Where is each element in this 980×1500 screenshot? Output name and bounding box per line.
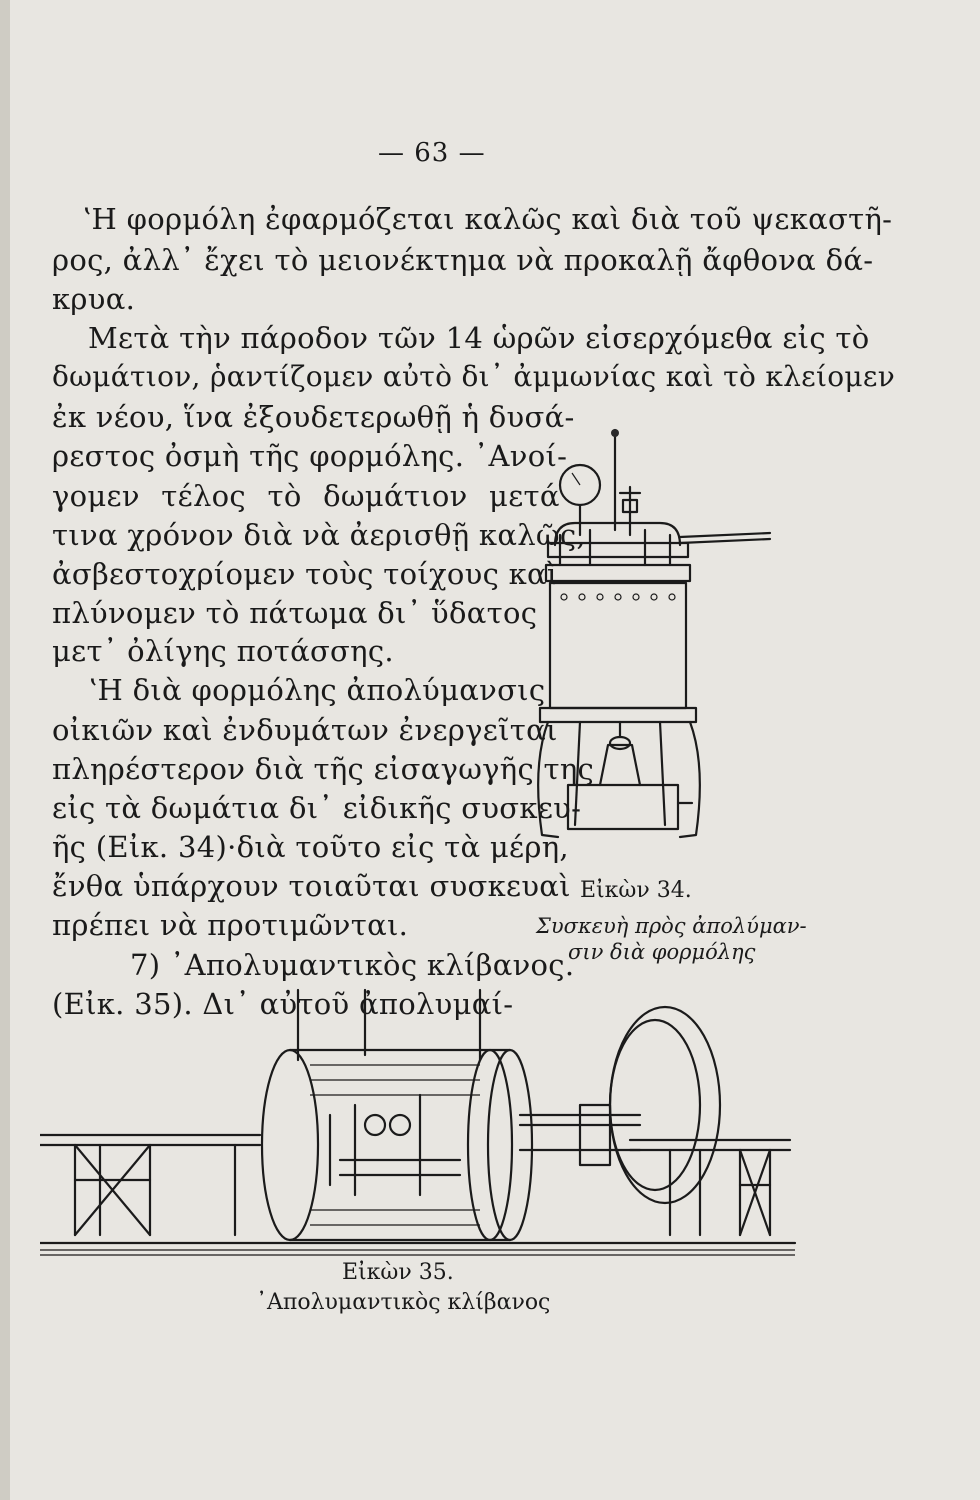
- text-line-13: ʽΗ διὰ φορμόλης ἀπολύμανσις: [88, 673, 546, 707]
- text-line-18: ἔνθα ὑπάρχουν τοιαῦται συσκευαὶ: [52, 869, 571, 903]
- figure-35-label: Εἰκὼν 35.: [342, 1260, 454, 1285]
- figure-34-caption-line-2: σιν διὰ φορμόλης: [568, 940, 756, 964]
- text-line-1: ʽΗ φορμόλη ἐφαρμόζεται καλῶς καὶ διὰ τοῦ ψεκαστῆ-: [82, 202, 893, 236]
- figure-34-label: Εἰκὼν 34.: [580, 878, 692, 903]
- text-line-3: κρυα.: [52, 282, 136, 316]
- text-line-19: πρέπει νὰ προτιμῶνται.: [52, 908, 409, 942]
- text-line-15: πληρέστερον διὰ τῆς εἰσαγωγῆς της: [52, 752, 595, 786]
- text-line-17: ῆς (Εἰκ. 34)·διὰ τοῦτο εἰς τὰ μέρη,: [52, 830, 569, 864]
- page-number: — 63 —: [378, 138, 486, 168]
- text-line-16: εἰς τὰ δωμάτια δι᾽ εἰδικῆς συσκευ-: [52, 791, 582, 825]
- text-line-9: τινα χρόνον διὰ νὰ ἀερισθῇ καλῶς,: [52, 518, 586, 552]
- text-line-6: ἐκ νέου, ἵνα ἐξουδετερωθῇ ἡ δυσά-: [52, 400, 575, 434]
- text-line-20: 7) ᾽Απολυμαντικὸς κλίβανος.: [130, 948, 575, 982]
- text-line-11: πλύνομεν τὸ πάτωμα δι᾽ ὕδατος: [52, 596, 538, 630]
- text-line-5: δωμάτιον, ῥαντίζομεν αὐτὸ δι᾽ ἀμμωνίας καὶ τὸ κλείομεν: [52, 360, 896, 393]
- figure-34-caption-line-1: Συσκευὴ πρὸς ἀπολύμαν-: [536, 914, 807, 938]
- text-line-21: (Εἰκ. 35). Δι᾽ αὐτοῦ ἀπολυμαί-: [52, 987, 514, 1021]
- text-line-7: ρεστος ὀσμὴ τῆς φορμόλης. ᾽Ανοί-: [52, 439, 568, 473]
- text-line-8: γομεν τέλος τὸ δωμάτιον μετά: [52, 479, 560, 513]
- figure-35-caption: ᾽Απολυμαντικὸς κλίβανος: [256, 1290, 551, 1315]
- text-line-12: μετ᾽ ὀλίγης ποτάσσης.: [52, 634, 394, 668]
- text-line-14: οἰκιῶν καὶ ἐνδυμάτων ἐνεργεῖται: [52, 713, 558, 747]
- figure-35-oven-drawing: [40, 985, 800, 1260]
- text-line-4: Μετὰ τὴν πάροδον τῶν 14 ὡρῶν εἰσερχόμεθα εἰς τὸ: [88, 321, 870, 355]
- figure-34-apparatus-drawing: [520, 425, 780, 865]
- text-line-10: ἀσβεστοχρίομεν τοὺς τοίχους καὶ: [52, 557, 559, 591]
- text-line-2: ρος, ἀλλ᾽ ἔχει τὸ μειονέκτημα νὰ προκαλῇ ἄφθονα δά-: [52, 243, 874, 277]
